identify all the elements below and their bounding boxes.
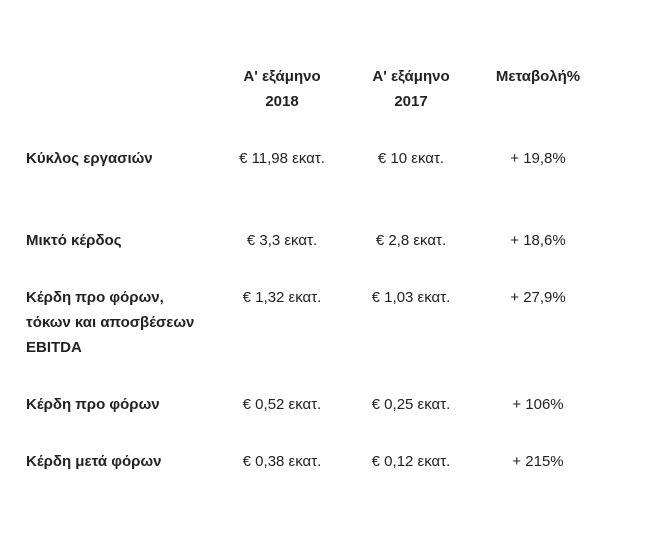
cell-gross-profit-2017: € 2,8 εκατ. — [375, 232, 447, 249]
row-label-ebt: Κέρδη προ φόρων — [26, 396, 160, 413]
cell-gross-profit-2018: € 3,3 εκατ. — [246, 232, 318, 249]
cell-ebt-2017: € 0,25 εκατ. — [371, 396, 451, 413]
cell-turnover-change: + 19,8% — [510, 150, 566, 167]
header-change: Μεταβολή% — [495, 68, 581, 85]
cell-ebitda-2017: € 1,03 εκατ. — [371, 289, 451, 306]
row-label-gross-profit: Μικτό κέρδος — [26, 232, 122, 249]
cell-ebt-change: + 106% — [512, 396, 564, 413]
cell-gross-profit-change: + 18,6% — [510, 232, 566, 249]
cell-net-profit-2017: € 0,12 εκατ. — [371, 453, 451, 470]
cell-turnover-2018: € 11,98 εκατ. — [239, 150, 325, 167]
row-label-ebitda: Κέρδη προ φόρων, τόκων και αποσβέσεων EBITDA — [26, 289, 195, 356]
cell-net-profit-change: + 215% — [512, 453, 564, 470]
cell-ebitda-2018: € 1,32 εκατ. — [242, 289, 322, 306]
cell-ebitda-change: + 27,9% — [510, 289, 566, 306]
cell-turnover-2017: € 10 εκατ. — [377, 150, 445, 167]
header-h1-2017: Α' εξάμηνο 2017 — [372, 68, 450, 110]
cell-net-profit-2018: € 0,38 εκατ. — [242, 453, 322, 470]
header-h1-2018: Α' εξάμηνο 2018 — [243, 68, 321, 110]
row-label-net-profit: Κέρδη μετά φόρων — [26, 453, 162, 470]
row-label-turnover: Κύκλος εργασιών — [26, 150, 153, 167]
cell-ebt-2018: € 0,52 εκατ. — [242, 396, 322, 413]
